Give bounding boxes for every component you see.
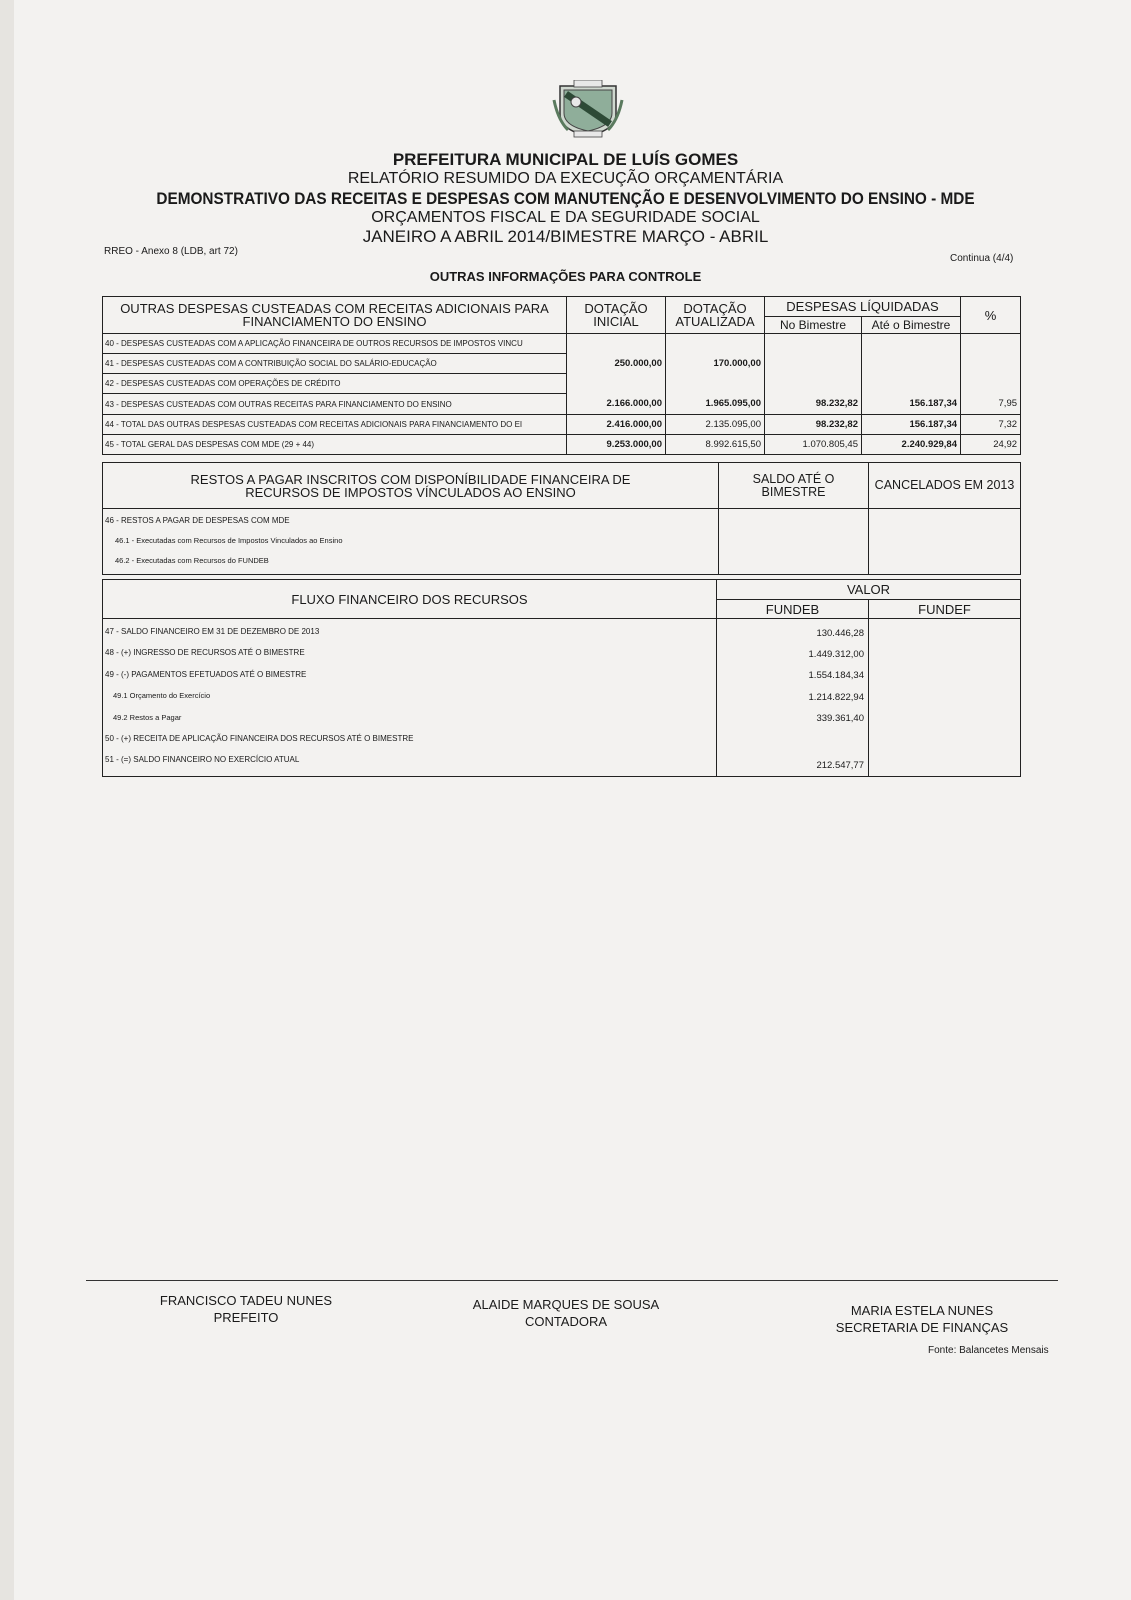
- cell-no-bimestre: 1.070.805,45: [765, 435, 862, 455]
- fundeb-value: [717, 729, 864, 750]
- table-row: [103, 435, 1021, 455]
- signer-name: ALAIDE MARQUES DE SOUSA: [472, 1297, 660, 1312]
- table2-caption: RESTOS A PAGAR INSCRITOS COM DISPONÍBILIDADE FINANCEIRA DE RECURSOS DE IMPOSTOS VÍNCULADOS AO ENSINO: [103, 463, 719, 509]
- row-label: 41 - DESPESAS CUSTEADAS COM A CONTRIBUIÇÃO SOCIAL DO SALÁRIO-EDUCAÇÃO: [103, 354, 567, 374]
- cell-no-bimestre: 98.232,82: [765, 394, 862, 415]
- fundeb-values: [717, 619, 869, 777]
- row-label: 43 - DESPESAS CUSTEADAS COM OUTRAS RECEITAS PARA FINANCIAMENTO DO ENSINO: [103, 394, 567, 415]
- report-subtitle: RELATÓRIO RESUMIDO DA EXECUÇÃO ORÇAMENTÁRIA: [347, 170, 784, 187]
- cell-percent: [961, 334, 1021, 354]
- cell-percent: 7,32: [961, 415, 1021, 435]
- col-fundeb: FUNDEB: [717, 600, 869, 619]
- col-dotacao-atualizada: DOTAÇÃO ATUALIZADA: [666, 297, 765, 334]
- cell-ate-bimestre: 2.240.929,84: [862, 435, 961, 455]
- col-saldo: SALDO ATÉ O BIMESTRE: [719, 463, 869, 509]
- signature-prefeito: [96, 1292, 396, 1326]
- list-item: 46.1 - Executadas com Recursos de Impostos Vinculados ao Ensino: [115, 536, 343, 545]
- source-note: Fonte: Balancetes Mensais: [928, 1345, 1049, 1356]
- section-title: OUTRAS INFORMAÇÕES PARA CONTROLE: [429, 269, 702, 284]
- col-cancelados: CANCELADOS EM 2013: [869, 463, 1021, 509]
- report-period: JANEIRO A ABRIL 2014/BIMESTRE MARÇO - ABRIL: [362, 227, 769, 246]
- list-item: 46.2 - Executadas com Recursos do FUNDEB: [115, 556, 269, 565]
- signer-role: CONTADORA: [524, 1314, 608, 1329]
- signature-secretaria: [772, 1302, 1072, 1336]
- list-item: 51 - (=) SALDO FINANCEIRO NO EXERCÍCIO ATUAL: [105, 755, 300, 765]
- cell-ate-bimestre: [862, 374, 961, 394]
- cell-inicial: 9.253.000,00: [567, 435, 666, 455]
- cell-atualizada: 2.135.095,00: [666, 415, 765, 435]
- cell-no-bimestre: [765, 334, 862, 354]
- list-item: 49 - (-) PAGAMENTOS EFETUADOS ATÉ O BIMESTRE: [105, 669, 307, 679]
- cell-percent: 24,92: [961, 435, 1021, 455]
- report-heading: DEMONSTRATIVO DAS RECEITAS E DESPESAS COM MANUTENÇÃO E DESENVOLVIMENTO DO ENSINO - MDE: [156, 190, 975, 208]
- annex-label: RREO - Anexo 8 (LDB, art 72): [104, 246, 238, 257]
- col-no-bimestre: No Bimestre: [765, 317, 862, 334]
- page-title: PREFEITURA MUNICIPAL DE LUÍS GOMES: [392, 150, 739, 169]
- fluxo-financeiro-table: [102, 579, 1021, 777]
- list-item: 49.1 Orçamento do Exercício: [113, 691, 211, 701]
- fundeb-value: 212.547,77: [816, 760, 864, 772]
- list-item: 46 - RESTOS A PAGAR DE DESPESAS COM MDE: [105, 516, 290, 525]
- cell-atualizada: [666, 334, 765, 354]
- row-label: 45 - TOTAL GERAL DAS DESPESAS COM MDE (29 + 44): [103, 435, 567, 455]
- signature-line: [86, 1280, 1058, 1281]
- table-row: [103, 415, 1021, 435]
- cell-no-bimestre: [765, 354, 862, 374]
- restos-list: [103, 509, 719, 575]
- table-row: [103, 394, 1021, 415]
- cell-cancelados: [869, 509, 1021, 575]
- cell-ate-bimestre: 156.187,34: [862, 415, 961, 435]
- signer-role: PREFEITO: [213, 1310, 279, 1325]
- cell-percent: [961, 374, 1021, 394]
- cell-atualizada: [666, 374, 765, 394]
- col-fundef: FUNDEF: [869, 600, 1021, 619]
- list-item: 50 - (+) RECEITA DE APLICAÇÃO FINANCEIRA DOS RECURSOS ATÉ O BIMESTRE: [105, 734, 414, 744]
- table1-caption: OUTRAS DESPESAS CUSTEADAS COM RECEITAS ADICIONAIS PARA FINANCIAMENTO DO ENSINO: [103, 297, 567, 334]
- col-dotacao-inicial: DOTAÇÃO INICIAL: [567, 297, 666, 334]
- continua-label: Continua (4/4): [950, 253, 1014, 264]
- municipal-crest-icon: [552, 80, 624, 138]
- row-label: 40 - DESPESAS CUSTEADAS COM A APLICAÇÃO FINANCEIRA DE OUTROS RECURSOS DE IMPOSTOS VINCU: [103, 334, 567, 354]
- cell-inicial: [567, 334, 666, 354]
- table-row: [103, 354, 1021, 374]
- list-item: 48 - (+) INGRESSO DE RECURSOS ATÉ O BIMESTRE: [105, 648, 305, 658]
- cell-inicial: 2.416.000,00: [567, 415, 666, 435]
- col-valor: VALOR: [717, 580, 1021, 600]
- cell-inicial: 2.166.000,00: [567, 394, 666, 415]
- cell-saldo: [719, 509, 869, 575]
- cell-ate-bimestre: [862, 334, 961, 354]
- col-ate-bimestre: Até o Bimestre: [862, 317, 961, 334]
- cell-percent: 7,95: [961, 394, 1021, 415]
- list-item: 49.2 Restos a Pagar: [113, 712, 182, 722]
- cell-percent: [961, 354, 1021, 374]
- cell-atualizada: 170.000,00: [666, 354, 765, 374]
- fundeb-value: 1.449.312,00: [808, 649, 864, 661]
- cell-no-bimestre: [765, 374, 862, 394]
- cell-ate-bimestre: 156.187,34: [862, 394, 961, 415]
- fundeb-value: 339.361,40: [816, 712, 864, 724]
- fundeb-value: 1.214.822,94: [808, 691, 864, 703]
- list-item: 47 - SALDO FINANCEIRO EM 31 DE DEZEMBRO DE 2013: [105, 627, 320, 636]
- signer-role: SECRETARIA DE FINANÇAS: [835, 1320, 1009, 1335]
- row-label: 42 - DESPESAS CUSTEADAS COM OPERAÇÕES DE CRÉDITO: [103, 374, 567, 394]
- signer-name: MARIA ESTELA NUNES: [850, 1303, 994, 1318]
- table-row: [103, 374, 1021, 394]
- other-expenses-table: [102, 296, 1021, 455]
- fundef-values: [869, 619, 1021, 777]
- cell-atualizada: 1.965.095,00: [666, 394, 765, 415]
- fundeb-value: 1.554.184,34: [808, 670, 864, 682]
- budget-scope: ORÇAMENTOS FISCAL E DA SEGURIDADE SOCIAL: [371, 209, 760, 226]
- signature-contadora: [416, 1296, 716, 1330]
- cell-inicial: [567, 374, 666, 394]
- cell-atualizada: 8.992.615,50: [666, 435, 765, 455]
- table3-caption: FLUXO FINANCEIRO DOS RECURSOS: [103, 580, 717, 619]
- signer-name: FRANCISCO TADEU NUNES: [159, 1293, 333, 1308]
- col-percent: %: [961, 297, 1021, 334]
- fluxo-list: [103, 619, 717, 777]
- row-label: 44 - TOTAL DAS OUTRAS DESPESAS CUSTEADAS COM RECEITAS ADICIONAIS PARA FINANCIAMENTO DO EI: [103, 415, 567, 435]
- restos-a-pagar-table: [102, 462, 1021, 575]
- fundeb-value: 130.446,28: [816, 628, 864, 639]
- col-despesas-liquidadas: DESPESAS LÍQUIDADAS: [765, 297, 961, 317]
- cell-no-bimestre: 98.232,82: [765, 415, 862, 435]
- cell-inicial: 250.000,00: [567, 354, 666, 374]
- table-row: [103, 334, 1021, 354]
- cell-ate-bimestre: [862, 354, 961, 374]
